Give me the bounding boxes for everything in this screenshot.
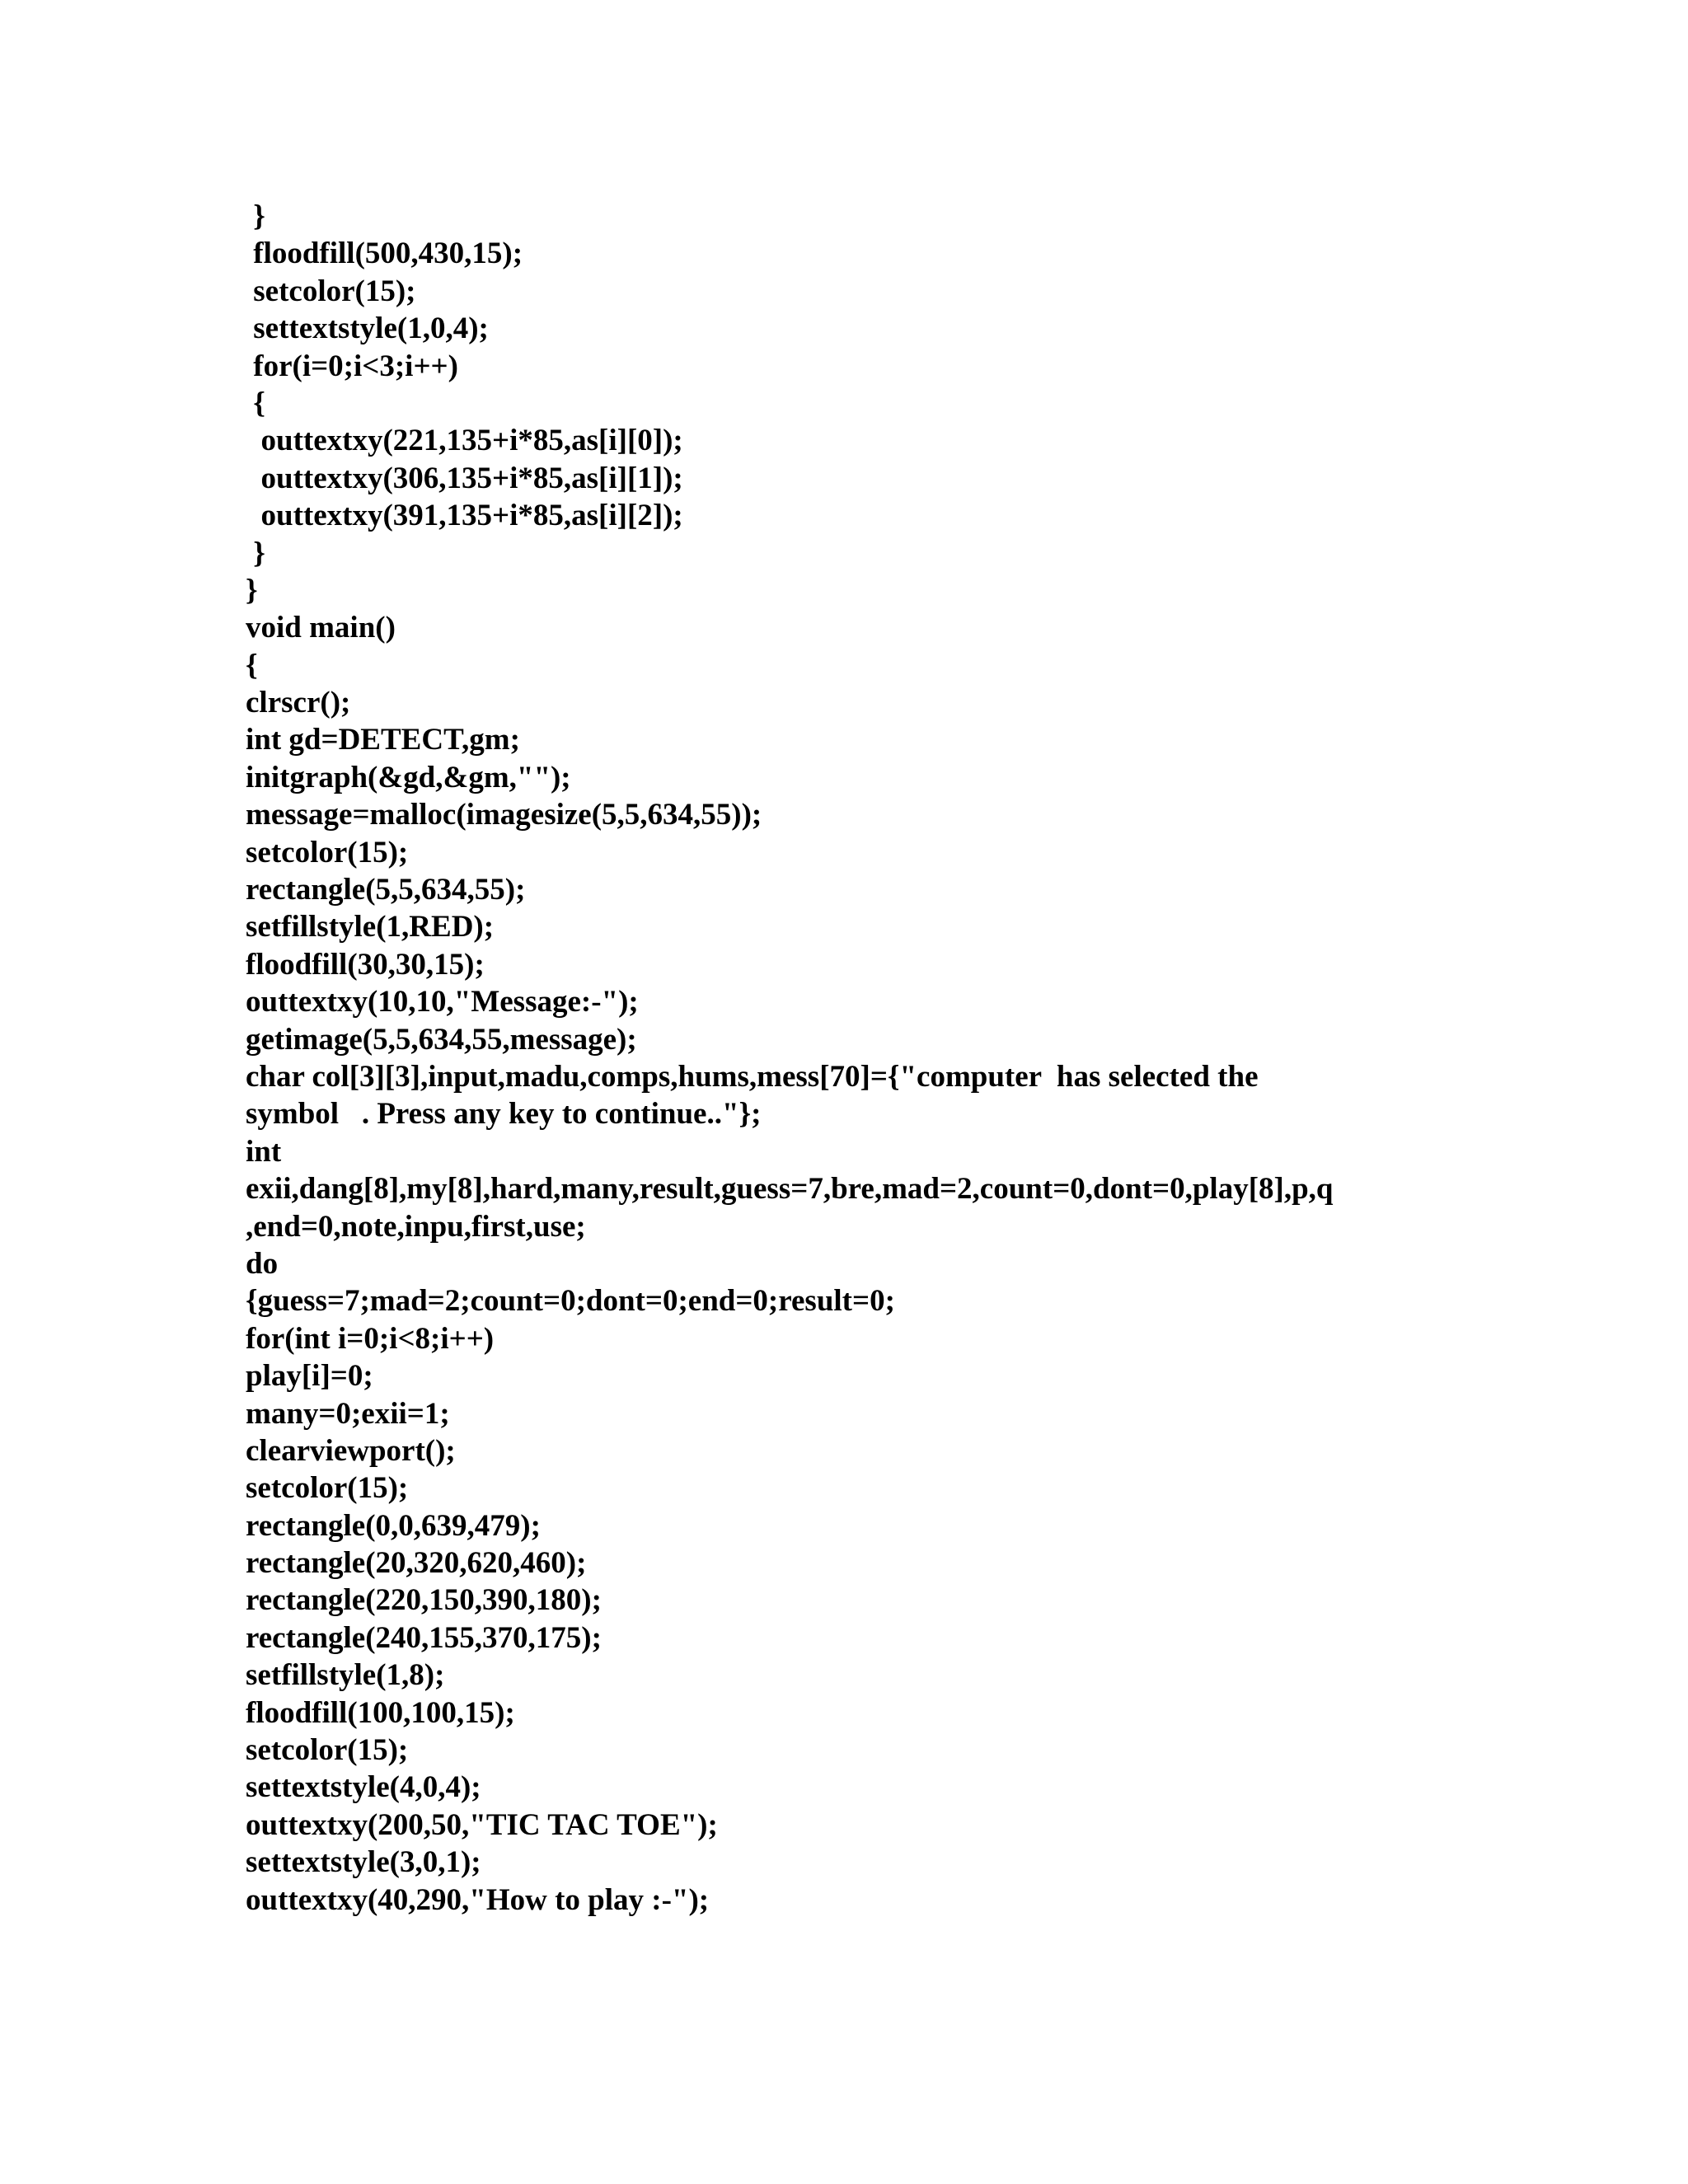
- code-line: do: [246, 1246, 279, 1281]
- code-line: {: [246, 386, 265, 420]
- code-line: void main(): [246, 611, 396, 645]
- code-line: exii,dang[8],my[8],hard,many,result,guess=7,bre,mad=2,count=0,dont=0,play[8],p,q: [246, 1172, 1334, 1207]
- code-line: }: [246, 536, 265, 570]
- code-line: rectangle(5,5,634,55);: [246, 873, 526, 907]
- code-line: {guess=7;mad=2;count=0;dont=0;end=0;result=0;: [246, 1284, 895, 1319]
- code-line: }: [246, 573, 258, 607]
- code-line: settextstyle(1,0,4);: [246, 312, 489, 346]
- code-line: rectangle(0,0,639,479);: [246, 1508, 541, 1543]
- code-line: setfillstyle(1,RED);: [246, 910, 495, 944]
- code-line: setcolor(15);: [246, 1471, 409, 1506]
- code-line: outtextxy(40,290,"How to play :-");: [246, 1882, 710, 1917]
- code-line: outtextxy(221,135+i*85,as[i][0]);: [246, 424, 683, 458]
- code-line: symbol . Press any key to continue.."};: [246, 1097, 762, 1132]
- code-line: ,end=0,note,inpu,first,use;: [246, 1209, 586, 1244]
- code-line: int: [246, 1134, 282, 1169]
- code-line: outtextxy(10,10,"Message:-");: [246, 985, 639, 1019]
- code-line: clrscr();: [246, 686, 351, 720]
- code-line: for(i=0;i<3;i++): [246, 349, 458, 383]
- code-line: outtextxy(306,135+i*85,as[i][1]);: [246, 461, 683, 495]
- code-line: setfillstyle(1,8);: [246, 1658, 445, 1693]
- code-line: initgraph(&gd,&gm,"");: [246, 760, 571, 794]
- code-line: message=malloc(imagesize(5,5,634,55));: [246, 798, 762, 832]
- code-line: setcolor(15);: [246, 835, 409, 869]
- code-line: outtextxy(200,50,"TIC TAC TOE");: [246, 1807, 718, 1842]
- code-line: floodfill(500,430,15);: [246, 237, 523, 271]
- code-line: play[i]=0;: [246, 1359, 373, 1394]
- code-line: setcolor(15);: [246, 1733, 409, 1768]
- code-line: floodfill(30,30,15);: [246, 947, 485, 982]
- code-line: settextstyle(3,0,1);: [246, 1845, 481, 1880]
- code-line: outtextxy(391,135+i*85,as[i][2]);: [246, 499, 683, 533]
- code-line: {: [246, 648, 258, 682]
- code-line: rectangle(220,150,390,180);: [246, 1583, 602, 1618]
- code-line: getimage(5,5,634,55,message);: [246, 1022, 637, 1057]
- code-line: rectangle(20,320,620,460);: [246, 1546, 587, 1581]
- code-line: for(int i=0;i<8;i++): [246, 1321, 495, 1356]
- code-line: many=0;exii=1;: [246, 1396, 450, 1431]
- code-line: setcolor(15);: [246, 274, 416, 308]
- code-line: rectangle(240,155,370,175);: [246, 1620, 602, 1655]
- code-line: int gd=DETECT,gm;: [246, 723, 520, 757]
- code-listing: [246, 198, 1449, 1919]
- code-line: }: [246, 199, 265, 233]
- code-line: clearviewport();: [246, 1433, 456, 1468]
- code-line: floodfill(100,100,15);: [246, 1695, 515, 1730]
- code-line: char col[3][3],input,madu,comps,hums,mess[70]={"computer has selected the: [246, 1059, 1259, 1094]
- code-line: settextstyle(4,0,4);: [246, 1770, 481, 1805]
